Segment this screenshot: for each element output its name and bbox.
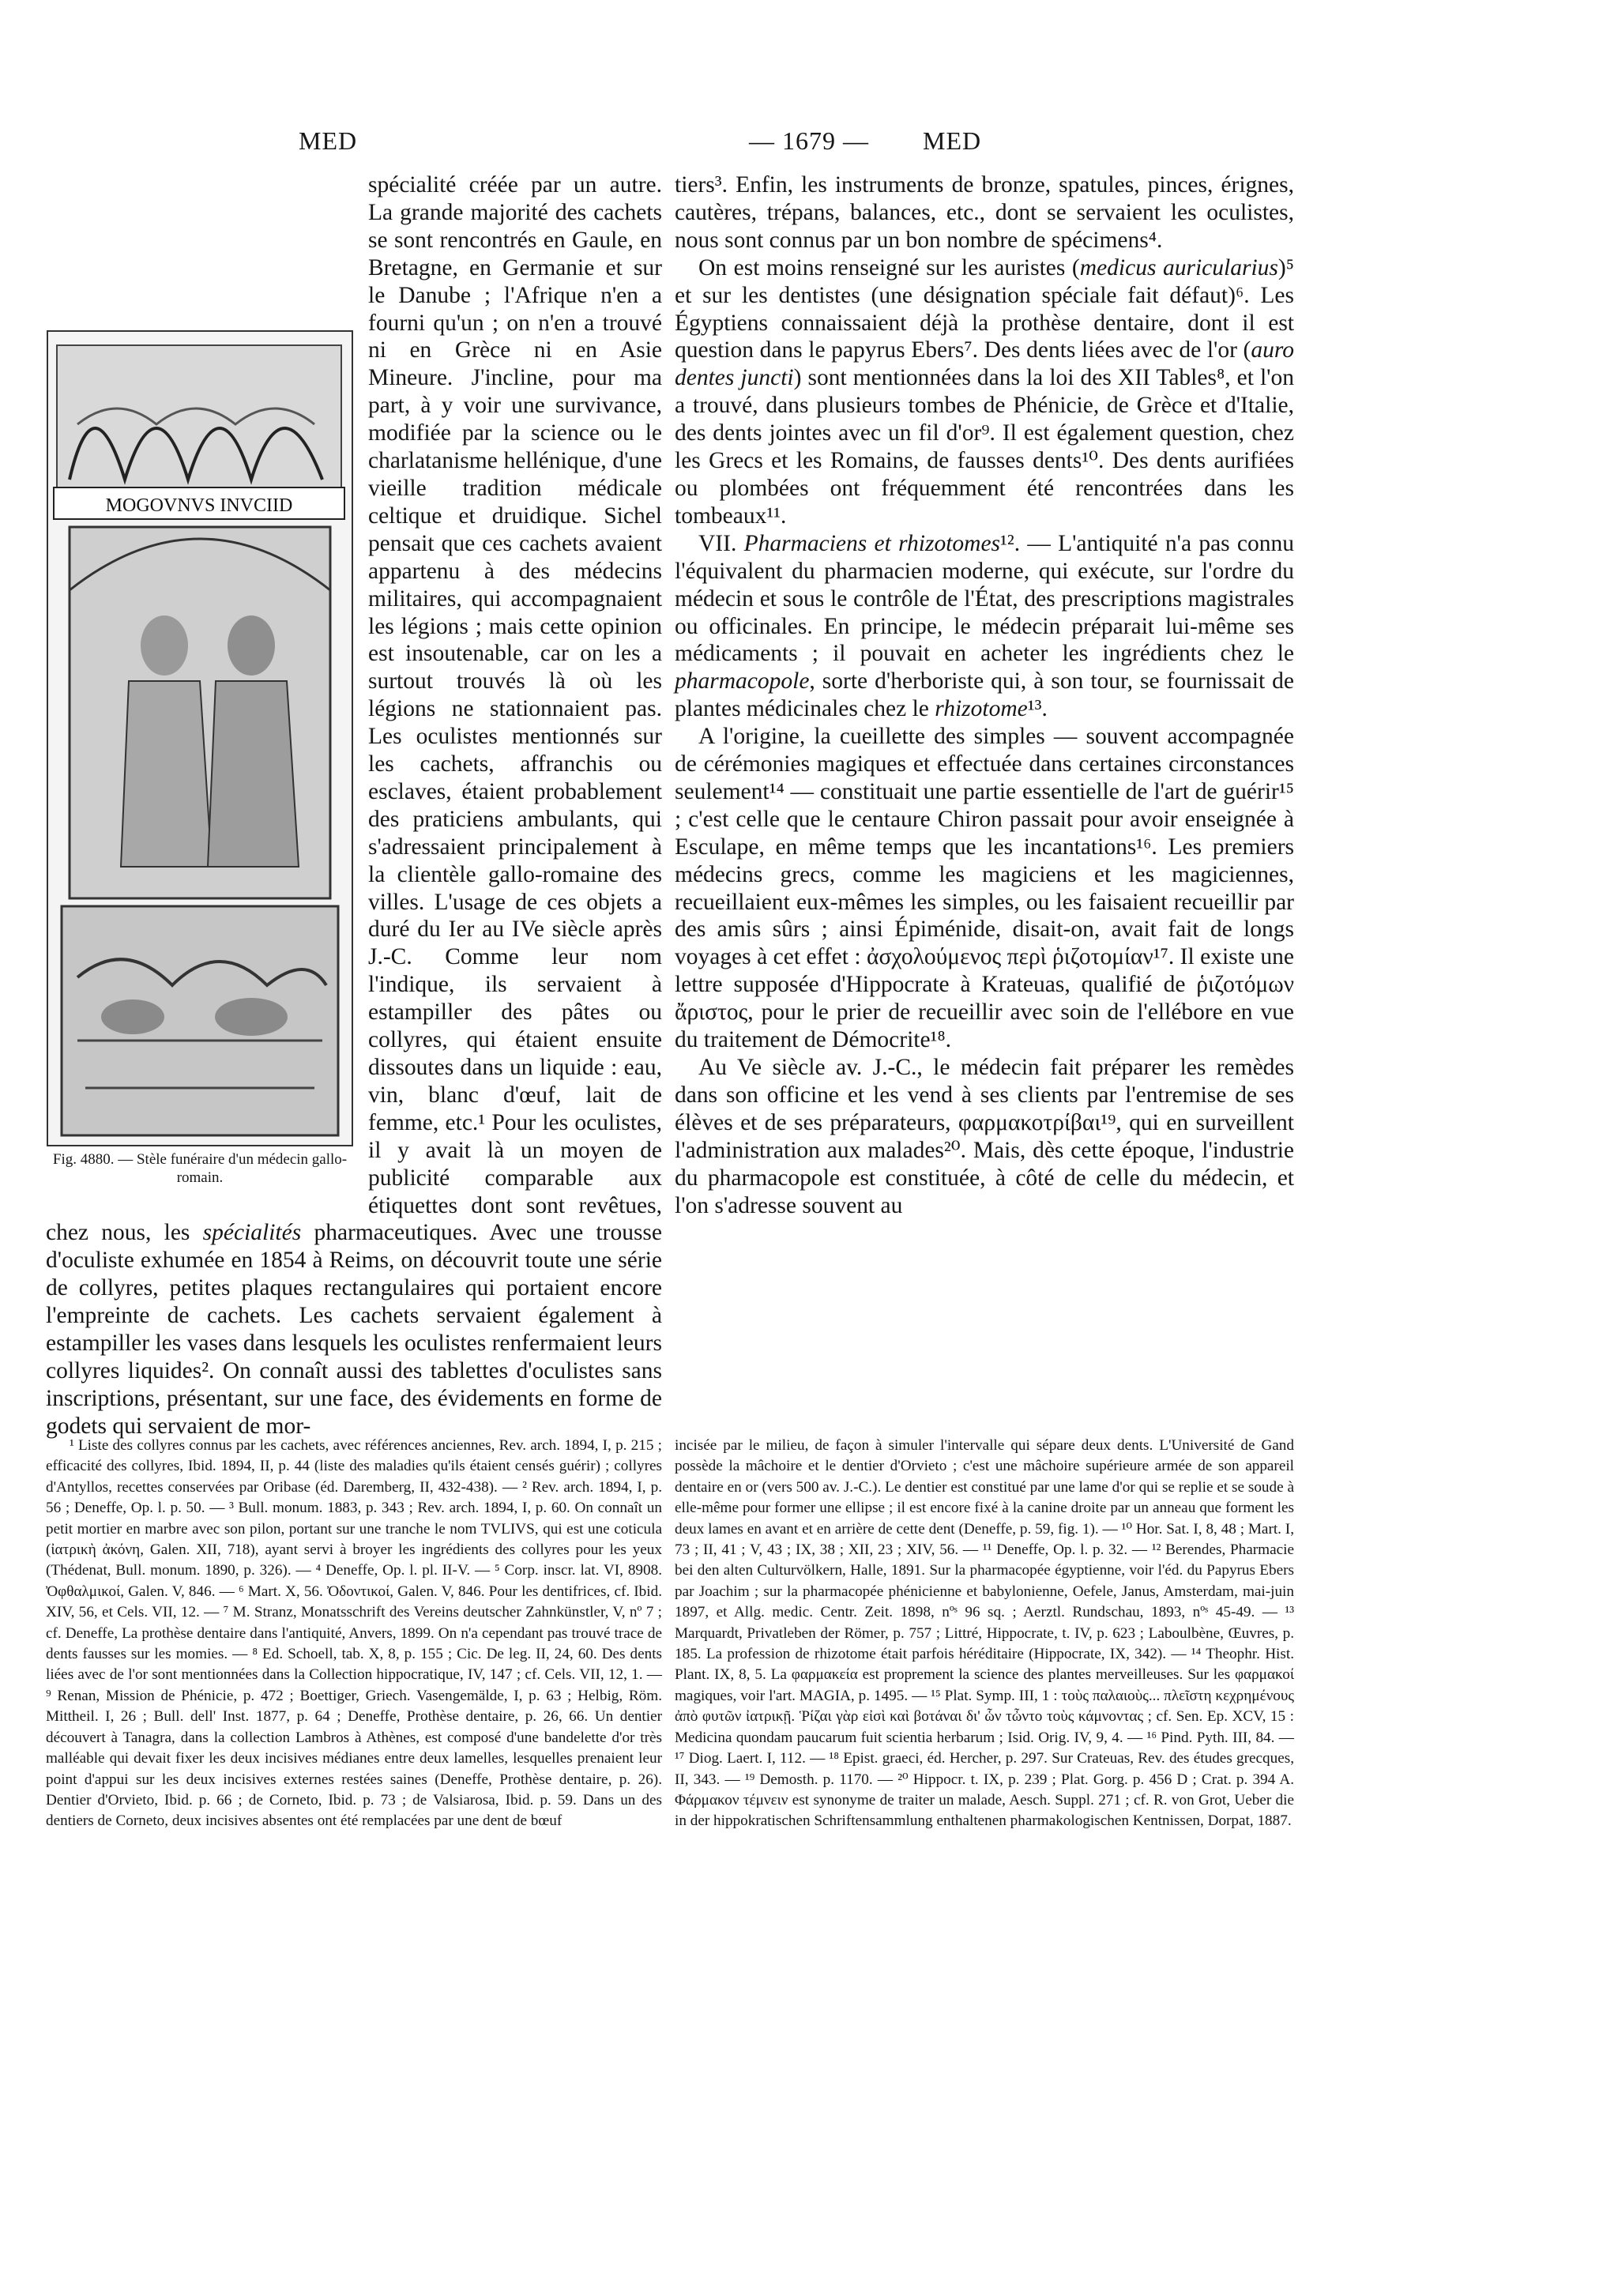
right-p2-e: ) sont mentionnées dans la loi des XII Tables⁸, et l'on a trouvé, dans plusieurs tombes de Phénicie, de Grèce et d'Italie, des dents jointes avec un fil d'or⁹. Il est également question, chez les Grecs et les Romains, de fausses dents¹⁰. Des dents aurifiées ou plombées ont fréquemment été rencontrées dans les tombeaux¹¹.	[675, 365, 1295, 529]
right-p3-d: pharmacopole	[675, 668, 810, 694]
right-p2-a: On est moins renseigné sur les auristes (	[698, 254, 1080, 280]
stele-illustration	[46, 329, 354, 1147]
footnotes-right	[675, 1436, 1294, 1832]
right-p2-b: medicus auricularius	[1079, 254, 1278, 280]
right-p3-c: ¹². — L'antiquité n'a pas connu l'équivalent du pharmacien moderne, qui exécute, sur l'ordre du médecin et sous le contrôle de l'État, des prescriptions magistrales ou officinales. En principe, le médecin préparait lui-même ses médicaments ; il pouvait en acheter les ingrédients chez le	[675, 530, 1295, 667]
right-p3-g: ¹³.	[1027, 696, 1048, 722]
footnotes-left	[46, 1436, 662, 1832]
stele-inscription: MOGOVNVS INVCIID	[105, 495, 293, 516]
left-p1-text: spécialité créée par un autre. La grande majorité des cachets se sont rencontrés en Gaule, en Bretagne, en Germanie et sur le Danube ; l'Afrique n'en a fourni qu'un ; on n'en a trouvé ni en Grèce ni en Asie Mineure. J'incline, pour ma part, à y voir une survivance, modifiée par la science ou le charlatanisme hellénique, d'une vieille tradition médicale celtique et druidique. Sichel pensait que ces cachets avaient appartenu à des médecins militaires, qui accompagnaient les légions ; mais cette opinion est insoutenable, car on les a surtout trouvés là où les légions ne stationnaient pas. Les oculistes mentionnés sur les cachets, affranchis ou esclaves, étaient probablement des praticiens ambulants, qui s'adressaient principalement à la clientèle gallo-romaine des villes. L'usage de ces objets a duré du Ier au IVe siècle après J.-C. Comme leur nom l'indique, ils servaient à estampiller des pâtes ou collyres, qui étaient ensuite dissoutes dans un liquide : eau, vin, blanc d'œuf, lait de femme, etc.¹ Pour les oculistes, il y avait là un moyen de publicité comparable aux étiquettes dont sont revêtues, chez nous, les	[46, 172, 662, 1246]
right-p3-e: , sorte d'herboriste qui, à son tour, se fournissait de plantes médicinales chez le	[675, 668, 1294, 722]
right-p3-a: VII.	[698, 530, 737, 556]
footnotes-left-text: ¹ Liste des collyres connus par les cachets, avec références anciennes, Rev. arch. 1894, I, p. 215 ; efficacité des collyres, Ibid. 1894, II, p. 44 (liste des maladies qu'ils étaient censés guérir) ; collyres d'Antyllos, recettes conservées par Oribase (éd. Daremberg, II, 432-438). — ² Rev. arch. 1894, I, p. 56 ; Deneffe, Op. l. p. 50. — ³ Bull. monum. 1883, p. 343 ; Rev. arch. 1894, I, p. 60. On connaît un petit mortier en marbre avec son pilon, portant sur une tranche le nom TVLIVS, qui est une coticula (ἰατρικὴ ἀκόνη, Galen. XII, 718), ayant servi à broyer les ingrédients des collyres pour les yeux (Thédenat, Bull. monum. 1890, p. 326). — ⁴ Deneffe, Op. l. pl. II-V. — ⁵ Corp. inscr. lat. VI, 8908. Ὀφθαλμικοί, Galen. V, 846. — ⁶ Mart. X, 56. Ὀδοντικοί, Galen. V, 846. Pour les dentifrices, cf. Ibid. XIV, 56, et Cels. VII, 12. — ⁷ M. Stranz, Monatsschrift des Vereins deutscher Zahnkünstler, V, nº 7 ; cf. Deneffe, La prothèse dentaire dans l'antiquité, Anvers, 1899. On n'a cependant pas trouvé trace de dents fausses sur les momies. — ⁸ Ed. Schoell, tab. X, 8, p. 155 ; Cic. De leg. II, 24, 60. Des dents liées avec de l'or sont mentionnées dans la Collection hippocratique, IV, 147 ; cf. Cels. VII, 12, 1. — ⁹ Renan, Mission de Phénicie, p. 472 ; Boettiger, Griech. Vasengemälde, I, p. 63 ; Helbig, Röm. Mittheil. I, 26 ; Bull. dell' Inst. 1877, p. 64 ; Deneffe, Prothèse dentaire, p. 26, 66. Un dentier découvert à Tanagra, dans la collection Lambros à Athènes, est composé d'une bandelette d'or très malléable qui devait fixer les deux incisives médianes entre deux lamelles, lesquelles prenaient leur point d'appui sur les deux incisives externes restées saines (Deneffe, Prothèse dentaire, p. 26). Dentier d'Orvieto, Ibid. p. 66 ; de Corneto, Ibid. p. 73 ; de Valsiarosa, Ibid. p. 59. Dans un des dentiers de Corneto, deux incisives absentes ont été remplacées par une dent de bœuf	[46, 1437, 662, 1830]
right-paragraph-5: Au Ve siècle av. J.-C., le médecin fait préparer les remèdes dans son officine et les vend à ses clients par l'entremise de ses élèves et de ses préparateurs, φαρμακοτρίβαι¹⁹, qui en surveillent l'administration aux malades²⁰. Mais, dès cette époque, l'industrie du pharmacopole est constituée, à côté de celle du médecin, et l'on s'adresse souvent au	[675, 1055, 1294, 1218]
right-p3-f: rhizotome	[935, 696, 1028, 722]
right-paragraph-3	[675, 530, 1294, 723]
right-p2-d: auro dentes juncti	[675, 337, 1294, 391]
figure-caption: Fig. 4880. — Stèle funéraire d'un médecin gallo-romain.	[52, 1151, 348, 1186]
left-column	[46, 171, 663, 1439]
page-number: — 1679 —	[749, 126, 869, 155]
right-paragraph-4: A l'origine, la cueillette des simples — souvent accompagnée de cérémonies magiques et effectuée dans certaines circonstances seulement¹⁴ — constituait une partie essentielle de l'art de guérir¹⁵ ; c'est celle que le centaure Chiron passait pour avoir enseignée à Esculape, en même temps que les incantations¹⁶. Les premiers médecins grecs, comme les magiciens et les magiciennes, recueillaient eux-mêmes les simples, ou les faisaient recueillir par des amis sûrs ; ainsi Épiménide, disait-on, avait fait de longs voyages à cet effet : ἀσχολούμενος περὶ ῥιζοτομίαν¹⁷. Il existe une lettre supposée d'Hippocrate à Krateuas, qualifié de ῥιζοτόμων ἄριστος, pour le prier de recueillir avec soin de l'ellébore en vue du traitement de Démocrite¹⁸.	[675, 724, 1294, 1053]
right-paragraph-1: tiers³. Enfin, les instruments de bronze, spatules, pinces, érignes, cautères, trépans, balances, etc., dont se servaient les oculistes, nous sont connus par un bon nombre de spécimens⁴.	[675, 172, 1294, 253]
left-p1-tail: pharmaceutiques. Avec une trousse d'oculiste exhumée en 1854 à Reims, on découvrit toute une série de collyres, petites plaques rectangulaires qui portaient encore l'empreinte de cachets. Les cachets servaient également à estampiller les vases dans lesquels les oculistes renfermaient leurs collyres liquides². On connaît aussi des tablettes d'oculistes sans inscriptions, présentant, sur une face, des évidements en forme de godets qui servaient de mor-	[46, 1220, 663, 1439]
right-column	[675, 171, 1294, 1404]
right-p3-b: Pharmaciens et rhizotomes	[743, 530, 1001, 556]
header-right: MED	[923, 126, 982, 155]
left-p1-italic: spécialités	[202, 1220, 302, 1246]
footnotes-right-text: incisée par le milieu, de façon à simuler l'intervalle qui sépare deux dents. L'Université de Gand possède la mâchoire et le dentier d'Orvieto ; c'est une mâchoire supérieure armée de son appareil dentaire en or (vers 500 av. J.-C.). Le dentier est constitué par une lame d'or qui se replie et se soude à elle-même pour former une ellipse ; il est encore fixé à la canine droite par un anneau que forment les deux lames en avant et en arrière de cette dent (Deneffe, p. 59, fig. 1). — ¹⁰ Hor. Sat. I, 8, 48 ; Mart. I, 73 ; II, 41 ; V, 43 ; IX, 38 ; XII, 23 ; XIV, 56. — ¹¹ Deneffe, Op. l. p. 32. — ¹² Berendes, Pharmacie bei den alten Culturvölkern, Halle, 1891. Sur la pharmacopée égyptienne, voir l'éd. du Papyrus Ebers par Joachim ; sur la pharmacopée phénicienne et babylonienne, Oefele, Janus, Amsterdam, mai-juin 1897, et Allg. medic. Centr. Zeit. 1898, nºˢ 96 sq. ; Aerztl. Rundschau, 1893, nºˢ 45-49. — ¹³ Marquardt, Privatleben der Römer, p. 757 ; Littré, Hippocrate, t. IV, p. 623 ; Laboulbène, Œuvres, p. 185. La profession de rhizotome était parfois héréditaire (Hippocrate, IX, 342). — ¹⁴ Theophr. Hist. Plant. IX, 8, 5. La φαρμακεία est proprement la science des plantes merveilleuses. Sur les φαρμακοί magiques, voir l'art. MAGIA, p. 1495. — ¹⁵ Plat. Symp. III, 1 : τοὺς παλαιοὺς... πλεῖστη κεχρημένους ἀπὸ φυτῶν ἰατρικῇ. Ῥίζαι γὰρ εἰσὶ καὶ βοτάναι δι' ὧν τὦντο τοὺς κάμνοντας ; cf. Sen. Ep. XCV, 15 : Medicina quondam paucarum fuit scientia herbarum ; Isid. Orig. IV, 9, 4. — ¹⁶ Pind. Pyth. III, 84. — ¹⁷ Diog. Laert. I, 112. — ¹⁸ Epist. graeci, éd. Hercher, p. 297. Sur Crateuas, Rev. des études grecques, II, 343. — ¹⁹ Demosth. p. 1170. — ²⁰ Hippocr. t. IX, p. 239 ; Plat. Gorg. p. 456 D ; Crat. p. 394 A. Φάρμακον τέμνειν est synonyme de traiter un malade, Aesch. Suppl. 271 ; cf. R. von Grot, Ueber die in der hippokratischen Schriftensammlung enthaltenen pharmakologischen Kentnissen, Dorpat, 1887.	[675, 1437, 1294, 1830]
right-paragraph-2	[675, 254, 1294, 530]
right-p2-c: )⁵ et sur les dentistes (une désignation spéciale fait défaut)⁶. Les Égyptiens connaissaient déjà la prothèse dentaire, dont il est question dans le papyrus Ebers⁷. Des dents liées avec de l'or (	[675, 254, 1294, 363]
figure-stele	[46, 329, 354, 1210]
header-left: MED	[299, 126, 358, 155]
running-header	[0, 126, 1618, 166]
